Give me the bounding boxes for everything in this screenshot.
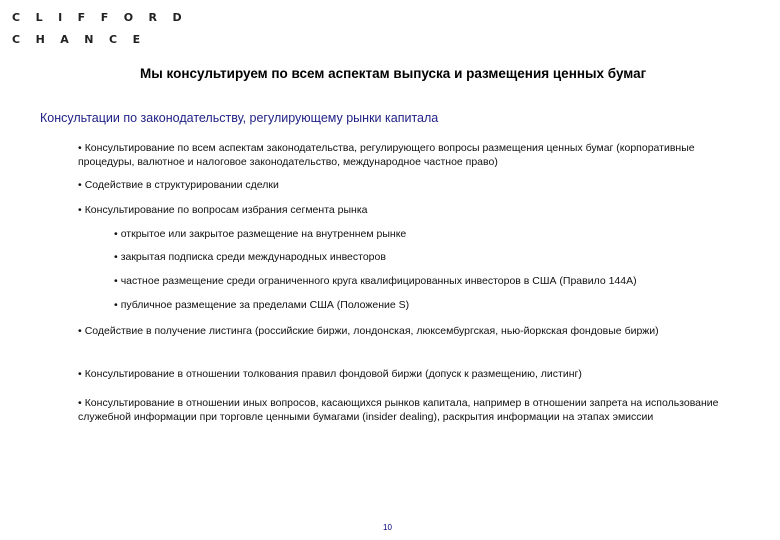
bullet-text: Консультирование в отношении иных вопросов, касающихся рынков капитала, например в отношении запрета на использование служебной информации при торговле ценными бумагами (insider dealing), раскрытия информации на этапах эмиссии [78, 397, 719, 423]
bullet-item [78, 324, 728, 338]
bullet-item [78, 178, 728, 192]
sub-bullet-item [114, 274, 754, 288]
bullet-item [78, 203, 728, 217]
bullet-dot: • [78, 325, 82, 337]
bullet-item [78, 396, 728, 424]
page-headline: Мы консультируем по всем аспектам выпуска и размещения ценных бумаг [140, 66, 647, 81]
bullet-dot: • [78, 179, 82, 191]
bullet-item [78, 141, 728, 169]
bullet-text: Консультирование по всем аспектам законодательства, регулирующего вопросы размещения ценных бумаг (корпоративные процедуры, валютное и налоговое законодательство, международное частное право) [78, 142, 695, 168]
bullet-dot: • [114, 228, 118, 240]
logo-line-chance: CHANCE [12, 33, 156, 46]
bullet-text: Консультирование по вопросам избрания сегмента рынка [84, 204, 368, 216]
bullet-text: публичное размещение за пределами США (Положение S) [120, 299, 410, 311]
bullet-text: Консультирование в отношении толкования правил фондовой биржи (допуск к размещению, листинг) [84, 368, 582, 380]
bullet-text: закрытая подписка среди международных инвесторов [120, 251, 386, 263]
bullet-text: частное размещение среди ограниченного круга квалифицированных инвесторов в США (Правило 144A) [120, 275, 637, 287]
section-title: Консультации по законодательству, регулирующему рынки капитала [40, 111, 439, 125]
bullet-item [78, 367, 728, 381]
bullet-text: Содействие в структурировании сделки [84, 179, 279, 191]
bullet-dot: • [114, 299, 118, 311]
sub-bullet-item [114, 298, 754, 312]
page-number: 10 [383, 523, 392, 532]
logo-line-clifford: CLIFFORD [12, 11, 198, 24]
bullet-dot: • [78, 368, 82, 380]
bullet-dot: • [78, 397, 82, 409]
bullet-dot: • [78, 204, 82, 216]
bullet-dot: • [78, 142, 82, 154]
sub-bullet-item [114, 227, 754, 241]
bullet-text: Содействие в получение листинга (российские биржи, лондонская, люксембургская, нью-йоркская фондовые биржи) [84, 325, 659, 337]
sub-bullet-item [114, 250, 754, 264]
bullet-dot: • [114, 275, 118, 287]
bullet-text: открытое или закрытое размещение на внутреннем рынке [120, 228, 407, 240]
bullet-dot: • [114, 251, 118, 263]
